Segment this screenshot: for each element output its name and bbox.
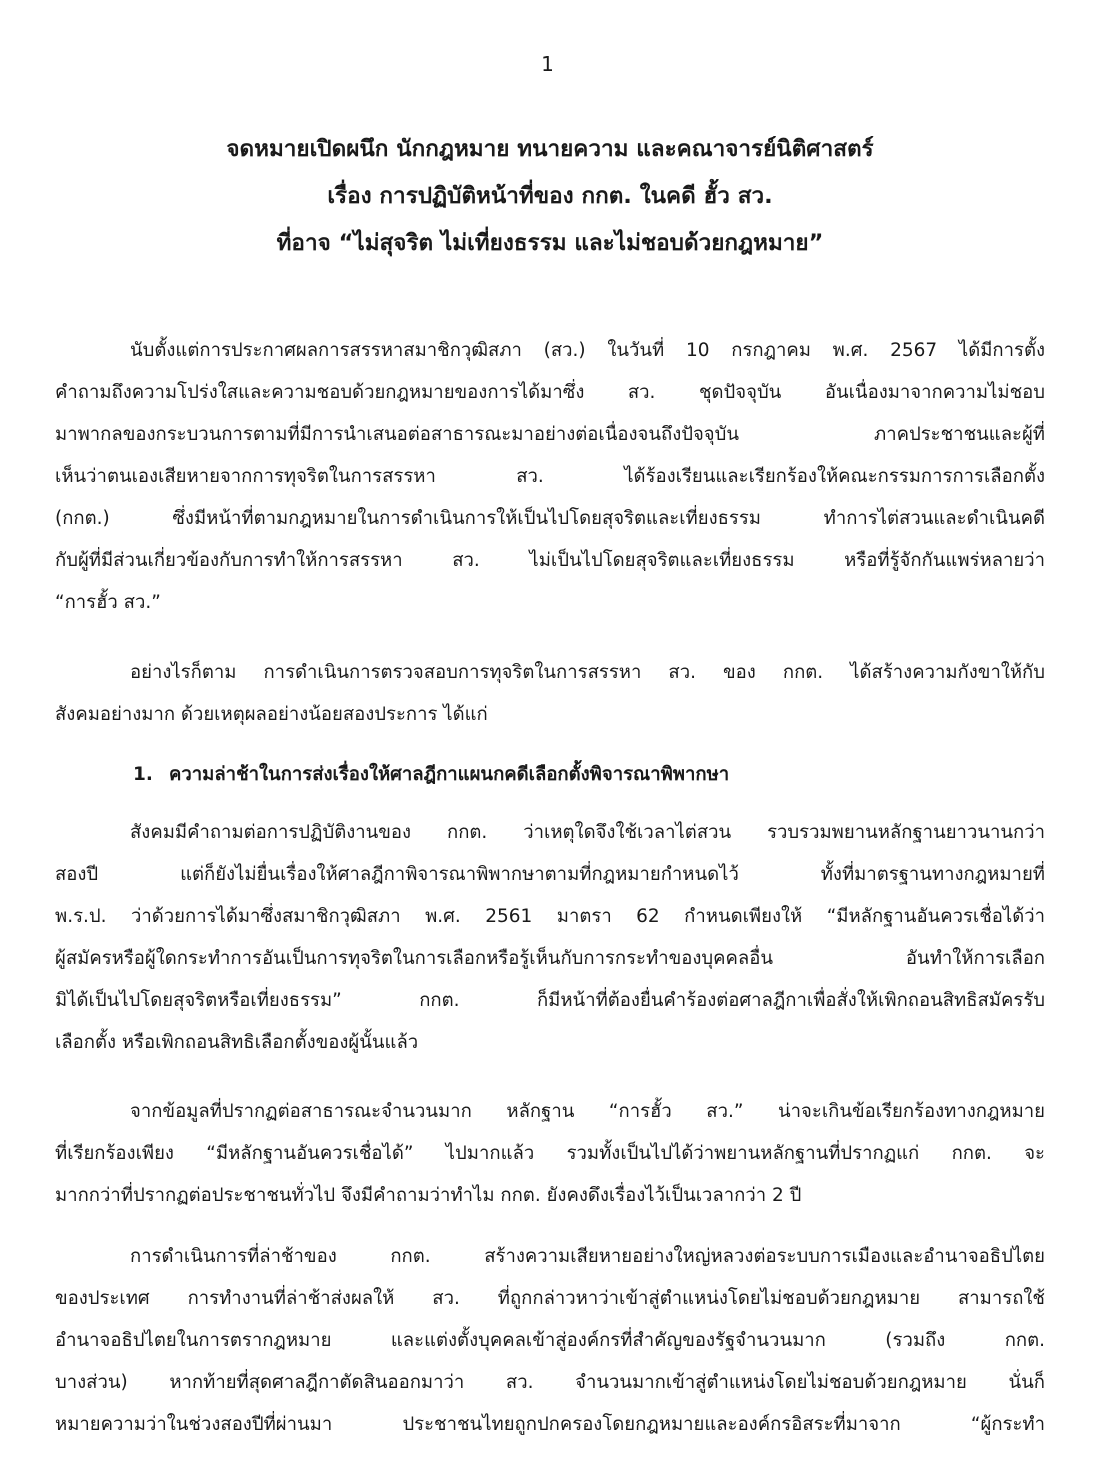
text-line: อย่างไรก็ตาม การดำเนินการตรวจสอบการทุจริตในการสรรหา สว. ของ กกต. ได้สร้างความกังขาให้กับ — [130, 662, 1045, 683]
text-line: หมายความว่าในช่วงสองปีที่ผ่านมา ประชาชนไทยถูกปกครองโดยกฎหมายและองค์กรอิสระที่มาจาก “ผู้กระทำ — [55, 1414, 1045, 1435]
text-line: กับผู้ที่มีส่วนเกี่ยวข้องกับการทำให้การสรรหา สว. ไม่เป็นไปโดยสุจริตและเที่ยงธรรม หรือที่รู้จักกันแพร่หลายว่า — [55, 550, 1045, 571]
text-line: ผู้สมัครหรือผู้ใดกระทำการอันเป็นการทุจริตในการเลือกหรือรู้เห็นกับการกระทำของบุคคลอื่น อันทำให้การเลือก — [55, 948, 1045, 969]
title-line: เรื่อง การปฏิบัติหน้าที่ของ กกต. ในคดี ฮั้ว สว. — [327, 183, 773, 209]
paragraph — [55, 812, 1045, 1064]
text-line: มิได้เป็นไปโดยสุจริตหรือเที่ยงธรรม” กกต. ก็มีหน้าที่ต้องยื่นคำร้องต่อศาลฎีกาเพื่อสั่งให้เพิกถอนสิทธิสมัครรับ — [55, 990, 1045, 1011]
paragraph — [55, 1236, 1045, 1446]
text-line: นับตั้งแต่การประกาศผลการสรรหาสมาชิกวุฒิสภา (สว.) ในวันที่ 10 กรกฎาคม พ.ศ. 2567 ได้มีการตั้ง — [130, 340, 1045, 361]
paragraph — [55, 652, 1045, 736]
text-line: อำนาจอธิปไตยในการตรากฎหมาย และแต่งตั้งบุคคลเข้าสู่องค์กรที่สำคัญของรัฐจำนวนมาก (รวมถึง กกต. — [55, 1330, 1045, 1351]
title-line: ที่อาจ “ไม่สุจริต ไม่เที่ยงธรรม และไม่ชอบด้วยกฎหมาย” — [276, 230, 824, 256]
document-title — [0, 126, 1100, 267]
text-line: เห็นว่าตนเองเสียหายจากการทุจริตในการสรรหา สว. ได้ร้องเรียนและเรียกร้องให้คณะกรรมการการเลือกตั้ง — [55, 466, 1045, 487]
page-number: 1 — [541, 52, 554, 76]
text-line: สังคมมีคำถามต่อการปฏิบัติงานของ กกต. ว่าเหตุใดจึงใช้เวลาไต่สวน รวบรวมพยานหลักฐานยาวนานกว่า — [130, 822, 1045, 843]
text-line: ที่เรียกร้องเพียง “มีหลักฐานอันควรเชื่อได้” ไปมากแล้ว รวมทั้งเป็นไปได้ว่าพยานหลักฐานที่ปรากฏแก่ กกต. จะ — [55, 1143, 1045, 1164]
section-heading — [55, 754, 1045, 796]
paragraph — [55, 1091, 1045, 1217]
text-line: จากข้อมูลที่ปรากฏต่อสาธารณะจำนวนมาก หลักฐาน “การฮั้ว สว.” น่าจะเกินข้อเรียกร้องทางกฎหมาย — [130, 1101, 1045, 1122]
text-line: การดำเนินการที่ล่าช้าของ กกต. สร้างความเสียหายอย่างใหญ่หลวงต่อระบบการเมืองและอำนาจอธิปไตย — [130, 1246, 1045, 1267]
text-line: เลือกตั้ง หรือเพิกถอนสิทธิเลือกตั้งของผู้นั้นแล้ว — [55, 1032, 419, 1053]
text-line: ของประเทศ การทำงานที่ล่าช้าส่งผลให้ สว. ที่ถูกกล่าวหาว่าเข้าสู่ตำแหน่งโดยไม่ชอบด้วยกฎหมาย สามารถใช้ — [55, 1288, 1045, 1309]
text-line: คำถามถึงความโปร่งใสและความชอบด้วยกฎหมายของการได้มาซึ่ง สว. ชุดปัจจุบัน อันเนื่องมาจากความไม่ชอบ — [55, 382, 1045, 403]
title-line: จดหมายเปิดผนึก นักกฎหมาย ทนายความ และคณาจารย์นิติศาสตร์ — [226, 136, 874, 162]
text-line: พ.ร.ป. ว่าด้วยการได้มาซึ่งสมาชิกวุฒิสภา พ.ศ. 2561 มาตรา 62 กำหนดเพียงให้ “มีหลักฐานอันควรเชื่อได้ว่า — [55, 906, 1045, 927]
text-line: (กกต.) ซึ่งมีหน้าที่ตามกฎหมายในการดำเนินการให้เป็นไปโดยสุจริตและเที่ยงธรรม ทำการไต่สวนและดำเนินคดี — [55, 508, 1045, 529]
section-number: 1. — [133, 764, 153, 785]
text-line: มาพากลของกระบวนการตามที่มีการนำเสนอต่อสาธารณะมาอย่างต่อเนื่องจนถึงปัจจุบัน ภาคประชาชนและผู้ที่ — [55, 424, 1045, 445]
section-title: ความล่าช้าในการส่งเรื่องให้ศาลฎีกาแผนกคดีเลือกตั้งพิจารณาพิพากษา — [169, 764, 730, 785]
text-line: สองปี แต่ก็ยังไม่ยื่นเรื่องให้ศาลฎีกาพิจารณาพิพากษาตามที่กฎหมายกำหนดไว้ ทั้งที่มาตรฐานทางกฎหมายที่ — [55, 864, 1045, 885]
paragraph — [55, 330, 1045, 624]
text-line: มากกว่าที่ปรากฏต่อประชาชนทั่วไป จึงมีคำถามว่าทำไม กกต. ยังคงดึงเรื่องไว้เป็นเวลากว่า 2 ปี — [55, 1185, 802, 1206]
text-line: บางส่วน) หากท้ายที่สุดศาลฎีกาตัดสินออกมาว่า สว. จำนวนมากเข้าสู่ตำแหน่งโดยไม่ชอบด้วยกฎหมาย นั่นก็ — [55, 1372, 1045, 1393]
text-line: “การฮั้ว สว.” — [55, 592, 161, 613]
text-line: สังคมอย่างมาก ด้วยเหตุผลอย่างน้อยสองประการ ได้แก่ — [55, 704, 488, 725]
